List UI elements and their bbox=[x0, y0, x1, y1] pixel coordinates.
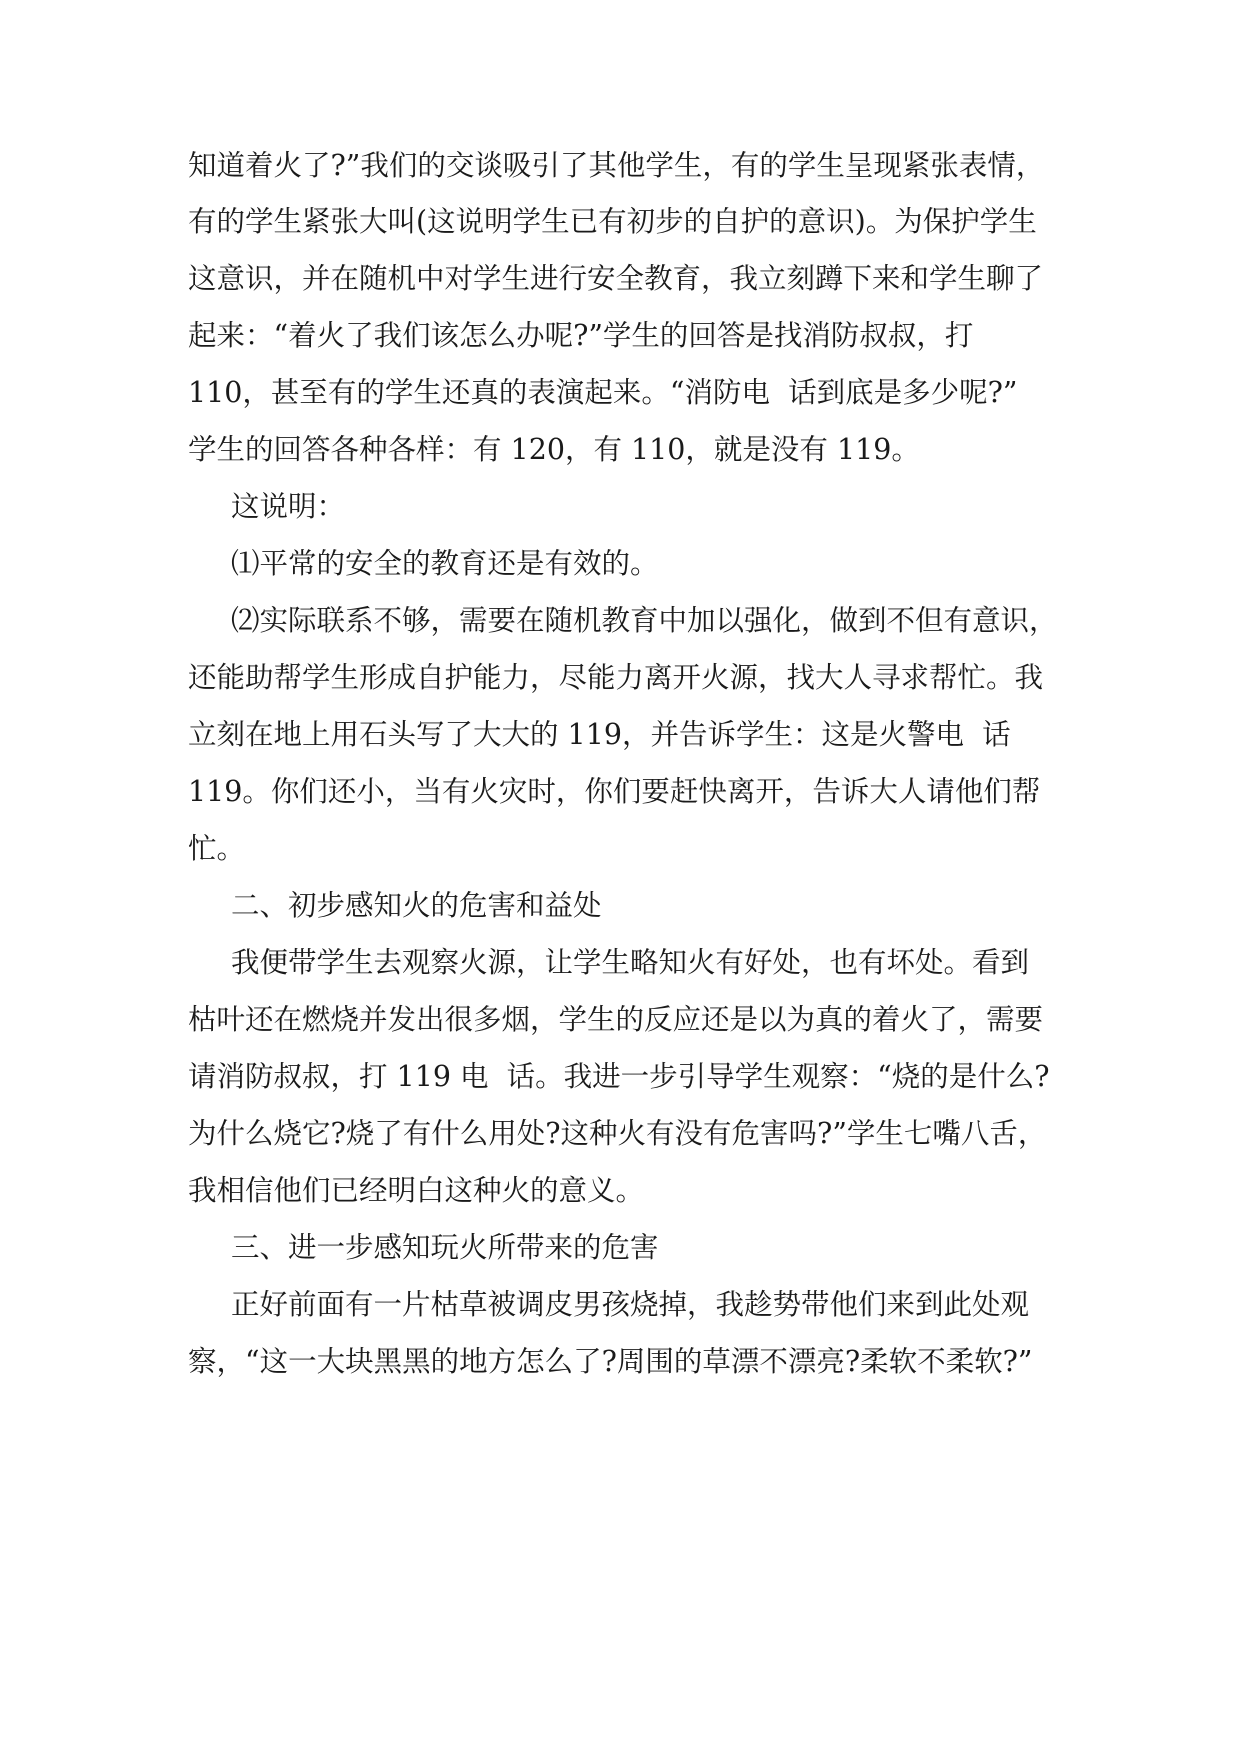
text-line: 有的学生紧张大叫(这说明学生已有初步的自护的意识)。为保护学生 bbox=[188, 205, 1037, 238]
text-line: 110，甚至有的学生还真的表演起来。“消防电 话到底是多少呢?” bbox=[188, 376, 1018, 409]
text-line: ⑵实际联系不够，需要在随机教育中加以强化，做到不但有意识， bbox=[231, 604, 1058, 637]
text-line: 这说明： bbox=[231, 490, 346, 523]
section-heading: 三、进一步感知玩火所带来的危害 bbox=[231, 1231, 659, 1264]
section-heading: 二、初步感知火的危害和益处 bbox=[231, 889, 602, 922]
text-line: 还能助帮学生形成自护能力，尽能力离开火源，找大人寻求帮忙。我 bbox=[188, 661, 1044, 694]
text-line: 我便带学生去观察火源，让学生略知火有好处，也有坏处。看到 bbox=[231, 946, 1030, 979]
text-line: 请消防叔叔，打 119 电 话。我进一步引导学生观察：“烧的是什么? bbox=[188, 1060, 1050, 1093]
text-line: 为什么烧它?烧了有什么用处?这种火有没有危害吗?”学生七嘴八舌， bbox=[188, 1117, 1047, 1150]
text-line: 我相信他们已经明白这种火的意义。 bbox=[188, 1174, 645, 1207]
text-line: 学生的回答各种各样：有 120，有 110，就是没有 119。 bbox=[188, 433, 920, 466]
text-line: 起来：“着火了我们该怎么办呢?”学生的回答是找消防叔叔，打 bbox=[188, 319, 974, 352]
text-line: 枯叶还在燃烧并发出很多烟，学生的反应还是以为真的着火了，需要 bbox=[188, 1003, 1044, 1036]
text-line: 立刻在地上用石头写了大大的 119，并告诉学生：这是火警电 话 bbox=[188, 718, 1011, 751]
text-line: 119。你们还小，当有火灾时，你们要赶快离开，告诉大人请他们帮 bbox=[188, 775, 1041, 808]
text-line: ⑴平常的安全的教育还是有效的。 bbox=[231, 547, 659, 580]
text-line: 知道着火了?”我们的交谈吸引了其他学生，有的学生呈现紧张表情， bbox=[188, 149, 1045, 182]
text-line: 正好前面有一片枯草被调皮男孩烧掉，我趁势带他们来到此处观 bbox=[231, 1288, 1030, 1321]
text-line: 察，“这一大块黑黑的地方怎么了?周围的草漂不漂亮?柔软不柔软?” bbox=[188, 1345, 1033, 1378]
text-line: 这意识，并在随机中对学生进行安全教育，我立刻蹲下来和学生聊了 bbox=[188, 262, 1044, 295]
text-line: 忙。 bbox=[188, 832, 246, 865]
